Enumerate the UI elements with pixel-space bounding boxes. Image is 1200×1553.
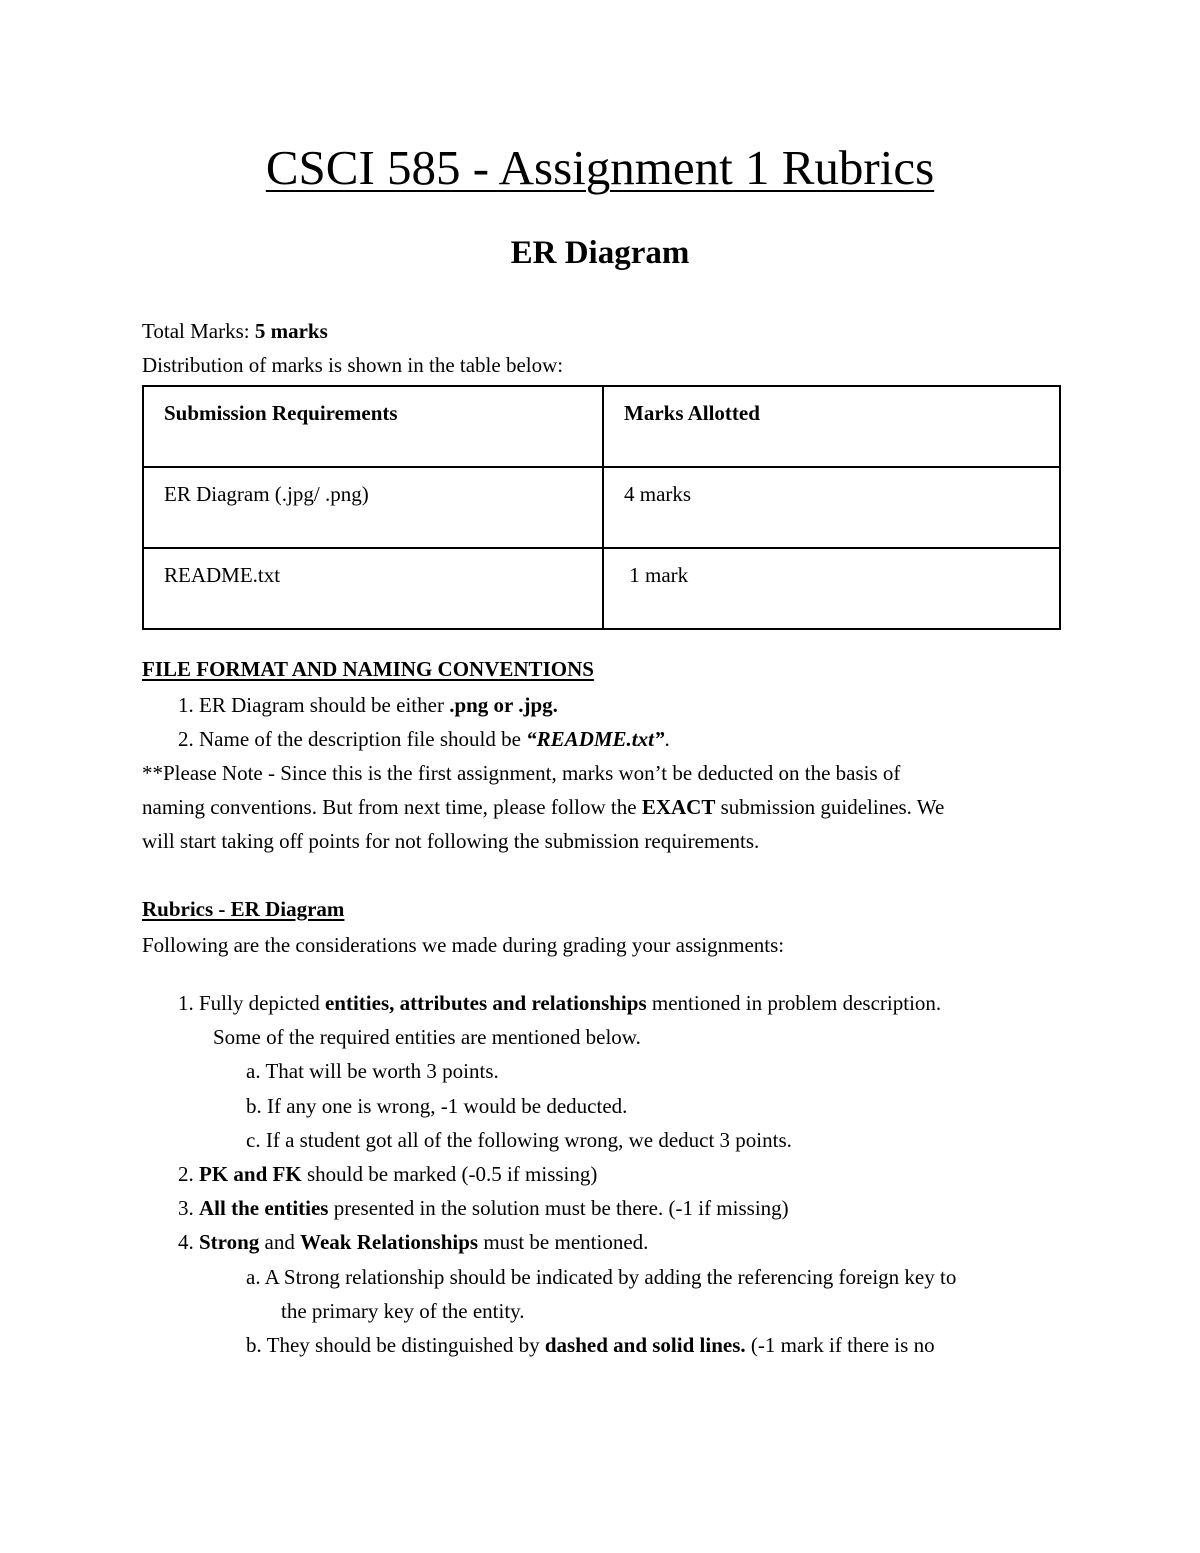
total-marks-label: Total Marks: (142, 319, 255, 343)
table-cell: ER Diagram (.jpg/ .png) (143, 467, 603, 548)
sub-list-item (246, 1093, 627, 1119)
distribution-text: Distribution of marks is shown in the table below: (142, 353, 564, 377)
sub-list-item (246, 1264, 956, 1290)
note-line: **Please Note - Since this is the first assignment, marks won’t be deducted on the basis of (142, 761, 901, 785)
sub-list-text: If a student got all of the following wrong, we deduct 3 points. (260, 1128, 792, 1152)
list-text: presented in the solution must be there. (-1 if missing) (328, 1196, 789, 1220)
rubrics-intro: Following are the considerations we made during grading your assignments: (142, 933, 785, 957)
table-cell: 1 mark (603, 548, 1060, 629)
list-bold-text: All the entities (199, 1196, 329, 1220)
section-subtitle: ER Diagram (510, 235, 690, 271)
rubrics-heading: Rubrics - ER Diagram (142, 897, 345, 921)
list-item-continuation: Some of the required entities are mentioned below. (213, 1025, 641, 1049)
list-text: Name of the description file should be (193, 727, 527, 751)
note-text: submission guidelines. We (715, 795, 945, 819)
list-number: 1. (178, 991, 194, 1015)
note-bold-text: EXACT (641, 795, 716, 819)
sub-list-text: They should be distinguished by (261, 1333, 545, 1357)
sub-list-text: That will be worth 3 points. (260, 1059, 499, 1083)
table-header-marks: Marks Allotted (603, 386, 1060, 467)
list-number: 2. (178, 1162, 194, 1186)
sub-list-label: a. (246, 1265, 261, 1289)
list-item (178, 726, 670, 752)
list-number: 4. (178, 1230, 194, 1254)
page-title: CSCI 585 - Assignment 1 Rubrics (265, 140, 935, 195)
total-marks-value: 5 marks (254, 319, 328, 343)
list-number: 3. (178, 1196, 194, 1220)
list-bold-text: .png or .jpg. (449, 693, 558, 717)
sub-list-label: b. (246, 1333, 262, 1357)
sub-list-text: (-1 mark if there is no (745, 1333, 935, 1357)
list-text: should be marked (-0.5 if missing) (301, 1162, 598, 1186)
list-bold-text: entities, attributes and relationships (324, 991, 647, 1015)
list-bold-text: “README.txt” (526, 727, 665, 751)
list-item (178, 1161, 597, 1187)
note-line: will start taking off points for not following the submission requirements. (142, 829, 760, 853)
sub-list-item (246, 1058, 499, 1084)
sub-list-label: c. (246, 1128, 261, 1152)
list-text: ER Diagram should be either (193, 693, 450, 717)
note-text: naming conventions. But from next time, please follow the (142, 795, 642, 819)
sub-list-text: If any one is wrong, -1 would be deducted. (261, 1094, 628, 1118)
list-text: . (664, 727, 670, 751)
table-header-requirements: Submission Requirements (143, 386, 603, 467)
sub-list-label: a. (246, 1059, 261, 1083)
list-item (178, 1195, 789, 1221)
sub-list-label: b. (246, 1094, 262, 1118)
list-bold-text: Weak Relationships (300, 1230, 479, 1254)
list-item (178, 692, 558, 718)
sub-list-bold-text: dashed and solid lines. (544, 1333, 746, 1357)
sub-list-text: A Strong relationship should be indicated by adding the referencing foreign key to (260, 1265, 957, 1289)
list-bold-text: Strong (199, 1230, 260, 1254)
list-number: 1. (178, 693, 194, 717)
list-item (178, 990, 941, 1016)
table-cell: 4 marks (603, 467, 1060, 548)
table-cell: README.txt (143, 548, 603, 629)
table-row (143, 548, 1060, 629)
list-item (178, 1229, 648, 1255)
list-text: Fully depicted (193, 991, 325, 1015)
sub-list-continuation: the primary key of the entity. (281, 1299, 525, 1323)
total-marks-line (142, 318, 328, 344)
table-header-row (143, 386, 1060, 467)
table-row (143, 467, 1060, 548)
list-text: and (259, 1230, 301, 1254)
list-text: must be mentioned. (478, 1230, 649, 1254)
list-text: mentioned in problem description. (646, 991, 942, 1015)
note-line (142, 794, 944, 820)
list-number: 2. (178, 727, 194, 751)
list-bold-text: PK and FK (199, 1162, 302, 1186)
marks-table (142, 385, 1061, 630)
sub-list-item (246, 1332, 935, 1358)
sub-list-item (246, 1127, 792, 1153)
file-format-heading: FILE FORMAT AND NAMING CONVENTIONS (142, 657, 594, 681)
